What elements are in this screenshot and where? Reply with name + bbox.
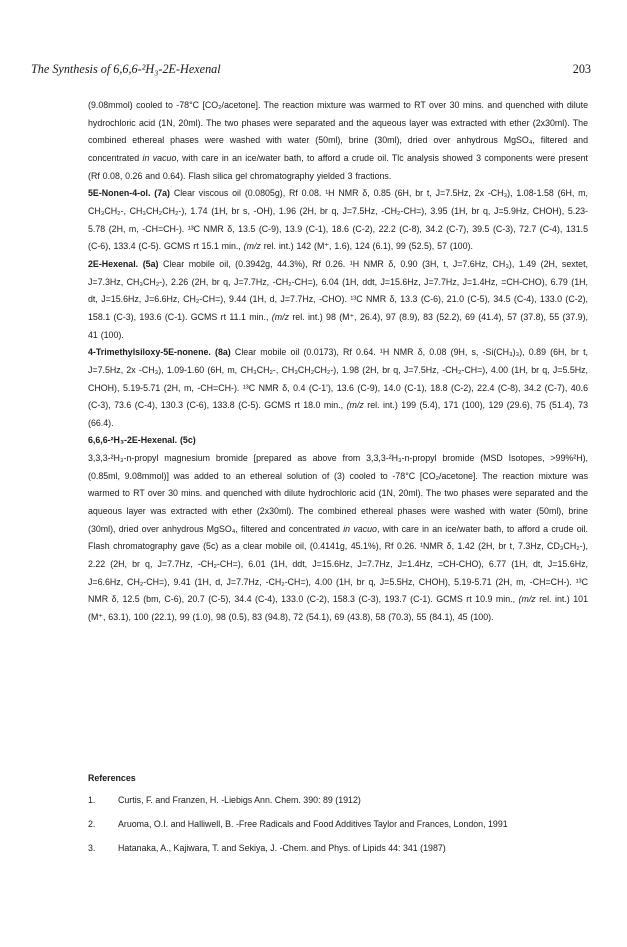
reference-text: Curtis, F. and Franzen, H. -Liebigs Ann. Chem. 390: 89 (1912) bbox=[118, 795, 361, 805]
compound-5c-italic-mz: (m/z bbox=[518, 594, 536, 605]
compound-5a-heading: 2E-Hexenal. (5a) bbox=[88, 258, 159, 269]
page-number: 203 bbox=[572, 62, 591, 76]
reference-number: 3. bbox=[88, 843, 96, 853]
reference-item bbox=[88, 818, 588, 831]
compound-5c-heading: 6,6,6-²H₃-2E-Hexenal. (5c) bbox=[88, 435, 196, 446]
references-section bbox=[88, 773, 588, 866]
compound-5a-italic: (m/z bbox=[271, 311, 289, 322]
compound-7a-text: Clear viscous oil (0.0805g), Rf 0.08. ¹H NMR δ, 0.85 (6H, br t, J=7.5Hz, 2x -CH₃), 1.08-1.58 (6H, m, CH₃CH₂-, CH₃CH₂CH₂-), 1.74 (1H, br s, -OH), 1.96 (2H, br q, J=7.5Hz, -CH₂-CH=), 3.95 (1H, br q, J=5.9Hz, CHOH), 5.23-5.78 (2H, m, -CH=CH-). ¹³C NMR δ, 13.5 (C-9), 13.9 (C-1), 18.6 (C-2), 22.2 (C-8), 34.2 (C-7), 39.5 (C-3), 72.7 (C-4), 131.5 (C-6), 133.4 (C-5). GCMS rt 15.1 min., bbox=[88, 188, 589, 252]
compound-8a-italic: (m/z bbox=[346, 400, 364, 411]
reference-number: 1. bbox=[88, 795, 96, 805]
compound-5c-text-end: rel. int.) 101 (M⁺, 63.1), 100 (22.1), 99 (1.0), 98 (0.5), 83 (94.8), 72 (54.1), 69 (43.8), 58 (70.3), 55 (84.1), 45 (100). bbox=[88, 594, 588, 623]
reference-item bbox=[88, 794, 588, 807]
compound-7a-italic: (m/z bbox=[243, 241, 261, 252]
paragraph-workup-text: (9.08mmol) cooled to -78°C [CO₂/acetone]. The reaction mixture was warmed to RT over 30 mins. and quenched with dilute hydrochloric acid (1N, 20ml). The two phases were separated and the aqueous layer was extracted with ether (2x30ml). The combined ethereal phases were washed with water (50ml), brine (30ml), dried over anhydrous MgSO₄, filtered and concentrated bbox=[88, 100, 588, 163]
reference-number: 2. bbox=[88, 819, 96, 829]
paragraph-workup-text-end: , with care in an ice/water bath, to afford a crude oil. Tlc analysis showed 3 components were present (Rf 0.08, 0.26 and 0.64). Flash silica gel chromatography yielded 3 fractions. bbox=[88, 152, 588, 181]
running-head bbox=[31, 62, 591, 78]
compound-8a-entry bbox=[88, 344, 588, 432]
paragraph-workup-italic: in vacuo bbox=[142, 152, 177, 163]
compound-5a-text: Clear mobile oil, (0.3942g, 44.3%), Rf 0.26. ¹H NMR δ, 0.90 (3H, t, J=7.6Hz, CH₃), 1.49 (2H, sextet, J=7.3Hz, CH₃CH₂-), 2.26 (2H, br q, J=7.7Hz, -CH₂-CH=), 6.04 (1H, ddt, J=15.6Hz, J=7.7Hz, J=1.4Hz, =CH-CHO), 6.79 (1H, dt, J=15.6Hz, J=6.6Hz, CH₂-CH=), 9.44 (1H, d, J=7.7Hz, -CHO). ¹³C NMR δ, 13.3 (C-6), 21.0 (C-5), 34.5 (C-4), 133.0 (C-2), 158.1 (C-3), 193.6 (C-1). GCMS rt 11.1 min., bbox=[88, 258, 588, 322]
compound-7a-entry bbox=[88, 185, 588, 256]
compound-5c-text-mid: , with care in an ice/water bath, to afford a crude oil. Flash chromatography gave (5c) as a clear mobile oil, (0.4141g, 45.1%), Rf 0.26. ¹NMR δ, 1.42 (2H, br t, 7.3Hz, CD₃CH₂-), 2.22 (2H, br q, J=7.7Hz, -CH₂-CH=), 6.01 (1H, ddt, J=15.6Hz, J=7.7Hz, J=1.4Hz, =CH-CHO), 6.77 (1H, dt, J=15.6Hz, J=6.6Hz, CH₂-CH=), 9.41 (1H, d, J=7.7Hz, -CH₂-CH=), 4.00 (1H, br q, J=5.5Hz, CHOH), 5.19-5.71 (2H, m, -CH=CH-). ¹³C NMR δ, 12.5 (bm, C-6), 20.7 (C-5), 34.4 (C-4), 133.0 (C-2), 158.3 (C-3), 193.7 (C-1). GCMS rt 10.9 min., bbox=[88, 523, 588, 605]
compound-7a-heading: 5E-Nonen-4-ol. (7a) bbox=[88, 188, 170, 199]
compound-8a-text: Clear mobile oil (0.0173), Rf 0.64. ¹H NMR δ, 0.08 (9H, s, -Si(CH₃)₃), 0.89 (6H, br t, J=7.5Hz, 2x -CH₃), 1.09-1.60 (6H, m, CH₃CH₂-, CH₃CH₂CH₂-), 1.98 (2H, br q, J=7.5Hz, -CH₂-CH=), 4.00 (1H, br q, J=5.5Hz, CHOH), 5.19-5.71 (2H, m, -CH=CH-). ¹³C NMR δ, 0.4 (C-1'), 13.6 (C-9), 14.0 (C-1), 18.8 (C-2), 22.4 (C-8), 34.2 (C-7), 40.6 (C-3), 73.6 (C-4), 130.3 (C-6), 133.8 (C-5). GCMS rt 18.0 min., bbox=[88, 347, 588, 411]
compound-5a-entry bbox=[88, 256, 588, 344]
reference-text: Aruoma, O.I. and Halliwell, B. -Free Radicals and Food Additives Taylor and Frances, London, 1991 bbox=[118, 819, 508, 829]
paragraph-workup bbox=[88, 97, 588, 185]
compound-5a-text-end: rel. int.) 98 (M⁺, 26.4), 97 (8.9), 83 (52.2), 69 (41.4), 57 (37.8), 55 (37.9), 41 (100). bbox=[88, 311, 589, 340]
compound-8a-text-end: rel. int.) 199 (5.4), 171 (100), 129 (29.6), 75 (51.4), 73 (66.4). bbox=[88, 400, 589, 428]
compound-5c-entry bbox=[88, 450, 588, 627]
compound-5c-text: 3,3,3-²H₃-n-propyl magnesium bromide [prepared as above from 3,3,3-²H₃-n-propyl bromide (MSD Isotopes, >99%²H), (0.85ml, 9.08mmol)] was added to an ethereal solution of (3) cooled to -78°C [CO₂/acetone]. The reaction mixture was warmed to RT over 30 mins. and quenched with dilute hydrochloric acid (1N, 20ml). The two phases were separated and the aqueous layer was extracted with ether (2x30ml). The combined ethereal phases were washed with water (50ml), brine (30ml), dried over anhydrous MgSO₄, filtered and concentrated bbox=[88, 453, 588, 534]
reference-text: Hatanaka, A., Kajiwara, T. and Sekiya, J. -Chem. and Phys. of Lipids 44: 341 (1987) bbox=[118, 843, 446, 853]
references-heading: References bbox=[88, 773, 136, 783]
body-text bbox=[88, 97, 588, 627]
compound-5c-italic: in vacuo bbox=[343, 523, 377, 534]
compound-7a-text-end: rel. int.) 142 (M⁺, 1.6), 124 (6.1), 99 (52.5), 57 (100). bbox=[260, 241, 473, 252]
reference-item bbox=[88, 842, 588, 855]
running-title: The Synthesis of 6,6,6-²H₃-2E-Hexenal bbox=[31, 62, 221, 76]
compound-8a-heading: 4-Trimethylsiloxy-5E-nonene. (8a) bbox=[88, 347, 231, 358]
